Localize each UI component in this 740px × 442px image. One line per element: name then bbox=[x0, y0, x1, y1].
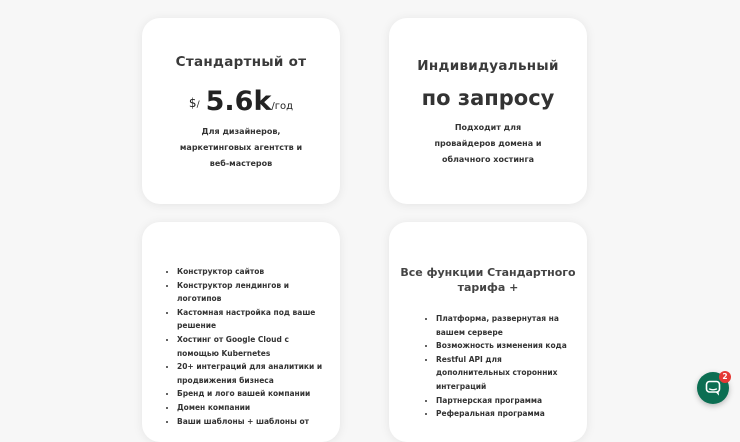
list-item: • Restful API для дополнительных сторонних интеграций bbox=[436, 353, 569, 394]
list-item: • Реферальная программа bbox=[436, 407, 569, 421]
individual-features-title: Все функции Стандартного тарифа + bbox=[400, 266, 576, 294]
list-item: • Ваши шаблоны + шаблоны от bbox=[177, 415, 326, 429]
list-item: • Конструктор сайтов bbox=[177, 265, 326, 279]
standard-features-list bbox=[165, 265, 326, 428]
standard-plan-card bbox=[142, 18, 340, 204]
list-item: • Домен компании bbox=[177, 401, 326, 415]
list-item: • Хостинг от Google Cloud с помощью Kubernetes bbox=[177, 333, 326, 360]
list-item: • Платформа, развернутая на вашем сервере bbox=[436, 312, 569, 339]
standard-plan-price bbox=[142, 86, 340, 117]
price-currency: $ bbox=[188, 96, 197, 110]
individual-features-list bbox=[424, 312, 569, 421]
individual-features-card bbox=[389, 222, 587, 442]
individual-plan-title: Индивидуальный bbox=[417, 58, 559, 74]
individual-plan-price: по запросу bbox=[421, 86, 555, 110]
price-amount: 5.6k bbox=[205, 86, 272, 117]
chat-bubble-icon bbox=[705, 380, 721, 396]
chat-unread-badge: 2 bbox=[719, 371, 731, 383]
list-item: • Партнерская программа bbox=[436, 394, 569, 408]
individual-plan-description: Подходит для провайдеров домена и облачного хостинга bbox=[434, 123, 542, 164]
price-separator: / bbox=[196, 100, 200, 110]
standard-features-card bbox=[142, 222, 340, 442]
list-item: • Кастомная настройка под ваше решение bbox=[177, 306, 326, 333]
standard-plan-description: Для дизайнеров, маркетинговых агентств и веб-мастеров bbox=[179, 127, 303, 168]
list-item: • Возможность изменения кода bbox=[436, 339, 569, 353]
price-period: /год bbox=[271, 101, 294, 112]
list-item: • Конструктор лендингов и логотипов bbox=[177, 279, 326, 306]
standard-plan-title: Стандартный от bbox=[175, 54, 307, 70]
individual-plan-card bbox=[389, 18, 587, 204]
list-item: • Бренд и лого вашей компании bbox=[177, 387, 326, 401]
list-item: • 20+ интеграций для аналитики и продвижения бизнеса bbox=[177, 360, 326, 387]
